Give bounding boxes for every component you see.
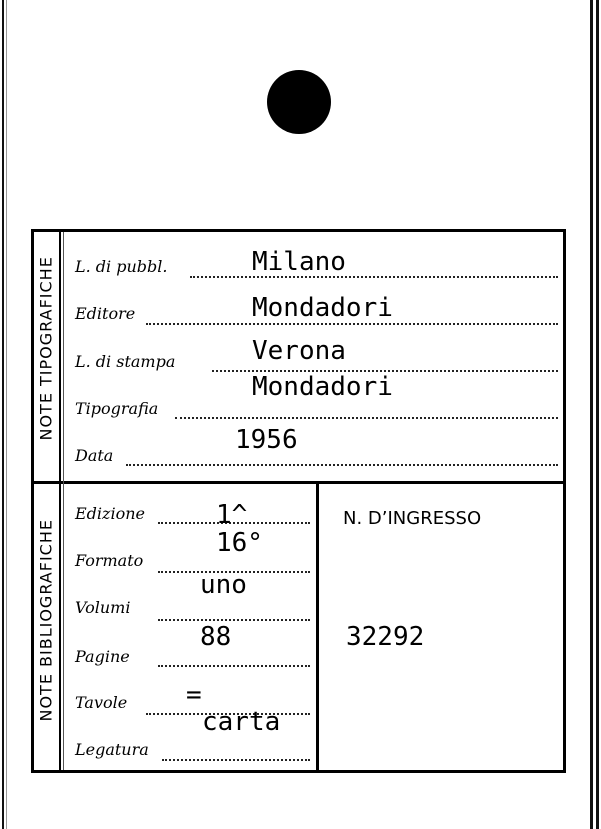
field-line <box>158 619 310 621</box>
value-luogo-pubblicazione: Milano <box>252 247 346 277</box>
label-formato: Formato <box>75 551 144 570</box>
ingresso-label: N. D’INGRESSO <box>343 508 482 529</box>
value-formato: 16° <box>216 528 263 558</box>
section-title-bibliografiche: NOTE BIBLIOGRAFICHE <box>36 519 56 722</box>
field-line <box>146 323 558 325</box>
value-editore: Mondadori <box>252 293 393 323</box>
value-volumi: uno <box>200 570 247 600</box>
title-column-divider-inner <box>63 232 64 770</box>
value-edizione: 1^ <box>216 500 248 530</box>
ingresso-number: 32292 <box>346 622 425 652</box>
label-data: Data <box>75 446 114 465</box>
ingresso-divider <box>316 484 319 770</box>
title-column-divider <box>59 232 61 770</box>
card-edge-right-outer <box>596 0 599 829</box>
label-luogo-stampa: L. di stampa <box>75 352 176 371</box>
field-line <box>126 464 558 466</box>
label-volumi: Volumi <box>75 598 131 617</box>
value-tipografia: Mondadori <box>252 372 393 402</box>
label-luogo-pubblicazione: L. di pubbl. <box>75 257 168 276</box>
card-edge-left <box>2 0 4 829</box>
label-editore: Editore <box>75 304 136 323</box>
value-pagine: 88 <box>200 622 232 652</box>
card-edge-left-inner <box>6 0 7 829</box>
value-tavole: = <box>186 680 202 710</box>
value-data: 1956 <box>235 425 298 455</box>
field-line <box>175 417 558 419</box>
value-luogo-stampa: Verona <box>252 336 346 366</box>
value-legatura: carta <box>202 707 281 737</box>
label-tipografia: Tipografia <box>75 399 159 418</box>
label-legatura: Legatura <box>75 740 149 759</box>
label-tavole: Tavole <box>75 693 128 712</box>
label-pagine: Pagine <box>75 647 130 666</box>
card-edge-right <box>590 0 593 829</box>
section-title-tipografiche: NOTE TIPOGRAFICHE <box>36 256 56 441</box>
punch-hole <box>267 70 331 134</box>
section-divider <box>34 481 564 484</box>
field-line <box>162 759 310 761</box>
field-line <box>158 665 310 667</box>
field-line <box>190 276 558 278</box>
label-edizione: Edizione <box>75 504 145 523</box>
